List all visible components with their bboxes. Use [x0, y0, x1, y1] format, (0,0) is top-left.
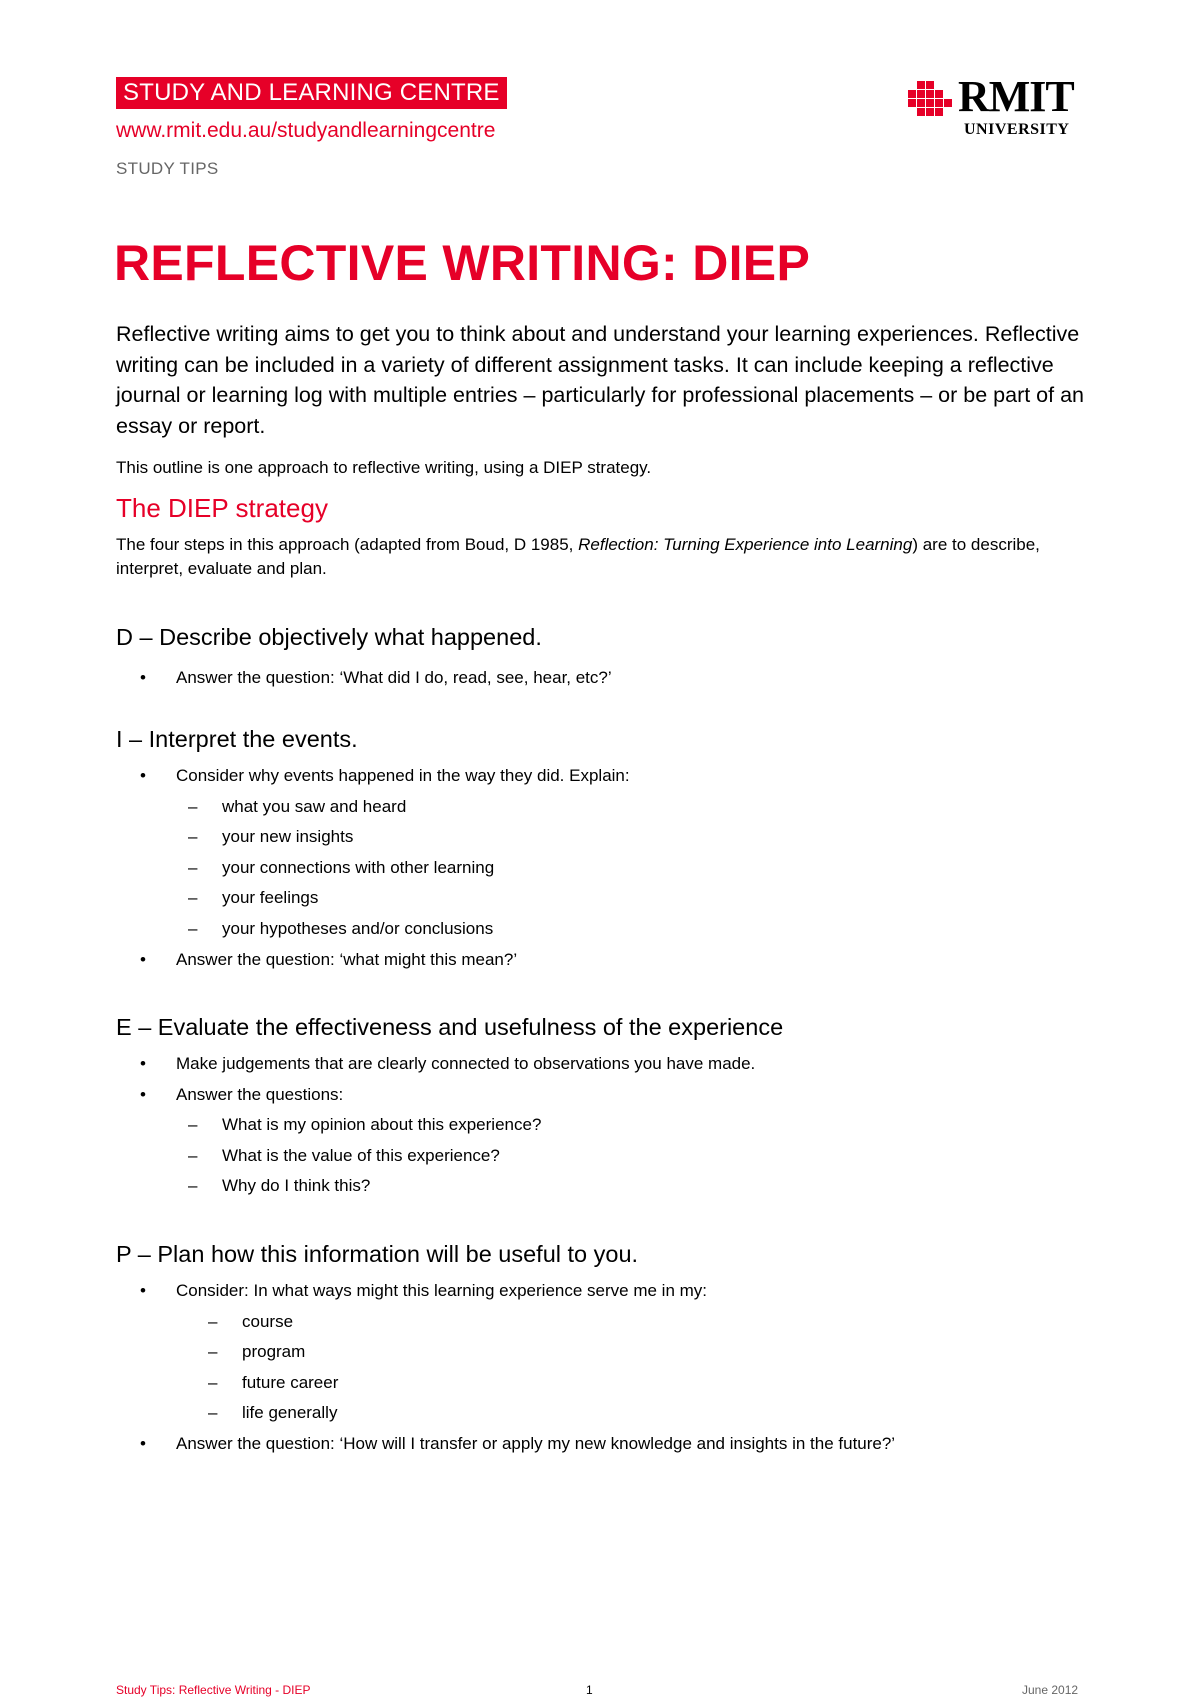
sub-list-item: – what you saw and heard — [176, 792, 630, 823]
list-item: • Answer the question: ‘what might this mean?’ — [176, 945, 630, 976]
footer-title: Study Tips: Reflective Writing - DIEP — [116, 1683, 311, 1697]
sub-list-item: – your connections with other learning — [176, 853, 630, 884]
list-item: • Answer the questions: — [176, 1080, 755, 1111]
strategy-text-after: ) are to describe, interpret, evaluate and plan. — [116, 535, 1040, 578]
rmit-logo — [908, 72, 1088, 141]
section-p-heading: P – Plan how this information will be useful to you. — [116, 1241, 639, 1267]
footer-date: June 2012 — [1022, 1683, 1079, 1697]
section-i-list — [176, 761, 630, 975]
book-title: Reflection: Turning Experience into Learning — [578, 535, 913, 554]
outline-text: This outline is one approach to reflective writing, using a DIEP strategy. — [116, 458, 652, 477]
page-number: 1 — [586, 1683, 593, 1697]
list-item: • Answer the question: ‘How will I transfer or apply my new knowledge and insights in the future?’ — [176, 1429, 895, 1460]
sub-list-item: – course — [176, 1307, 895, 1338]
strategy-heading: The DIEP strategy — [116, 493, 328, 523]
sub-list-item: – your hypotheses and/or conclusions — [176, 914, 630, 945]
centre-banner: STUDY AND LEARNING CENTRE — [116, 77, 507, 109]
sub-list-item: – Why do I think this? — [176, 1171, 755, 1202]
intro-paragraph: Reflective writing aims to get you to think about and understand your learning experiences. Reflective writing can be included in a variety of different assignment tasks. It can include keeping a reflective journal or learning log with multiple entries – particularly for professional placements – or be part of an essay or report. — [116, 322, 1085, 438]
section-p-list — [176, 1276, 895, 1460]
section-e-list — [176, 1049, 755, 1202]
section-i-heading: I – Interpret the events. — [116, 726, 358, 752]
strategy-text-before: The four steps in this approach (adapted from Boud, D 1985, — [116, 535, 579, 554]
logo-subtitle: UNIVERSITY — [964, 121, 1070, 138]
logo-wordmark: RMIT — [958, 72, 1074, 121]
section-label: STUDY TIPS — [116, 159, 219, 178]
list-item: • Consider why events happened in the way they did. Explain: — [176, 761, 630, 792]
sub-list-item: – What is my opinion about this experience? — [176, 1110, 755, 1141]
sub-list-item: – your new insights — [176, 822, 630, 853]
pixel-mark-icon — [908, 81, 952, 121]
section-d-list — [176, 663, 612, 694]
centre-url-link[interactable]: www.rmit.edu.au/studyandlearningcentre — [116, 119, 496, 142]
sub-list-item: – future career — [176, 1368, 895, 1399]
sub-list-item: – What is the value of this experience? — [176, 1141, 755, 1172]
list-item: • Make judgements that are clearly connected to observations you have made. — [176, 1049, 755, 1080]
section-e-heading: E – Evaluate the effectiveness and usefulness of the experience — [116, 1014, 784, 1040]
page-title: REFLECTIVE WRITING: DIEP — [114, 235, 811, 291]
strategy-description — [116, 533, 1106, 581]
sub-list-item: – program — [176, 1337, 895, 1368]
list-item: • Consider: In what ways might this learning experience serve me in my: — [176, 1276, 895, 1307]
list-item: • Answer the question: ‘What did I do, read, see, hear, etc?’ — [176, 663, 612, 694]
sub-list-item: – your feelings — [176, 883, 630, 914]
sub-list-item: – life generally — [176, 1398, 895, 1429]
section-d-heading: D – Describe objectively what happened. — [116, 624, 542, 650]
